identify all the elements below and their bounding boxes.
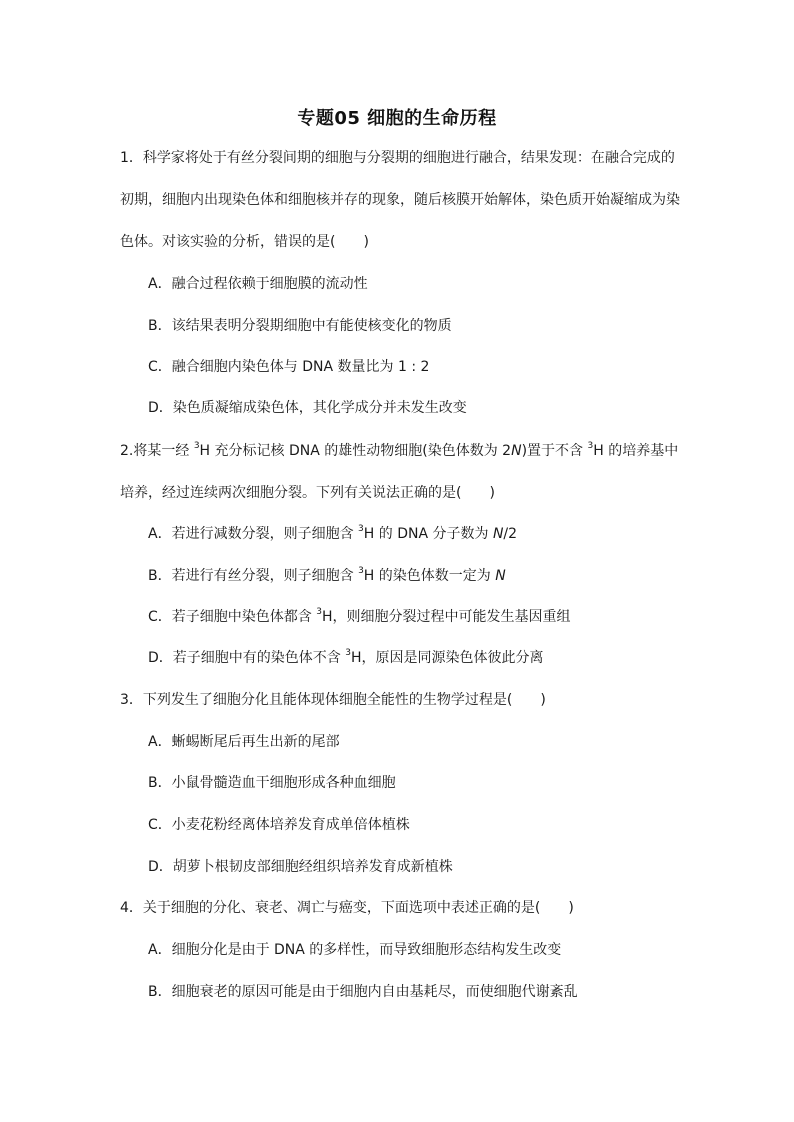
q2-option-c-text-a: C．若子细胞中染色体都含 bbox=[148, 609, 317, 625]
q2-text-c: )置于不含 bbox=[521, 443, 588, 459]
q1-option-c: C．融合细胞内染色体与 DNA 数量比为 1 : 2 bbox=[148, 359, 430, 375]
q2-variable-n: N bbox=[492, 526, 504, 542]
q1-option-b: B．该结果表明分裂期细胞中有能使核变化的物质 bbox=[148, 318, 452, 334]
q2-superscript-3: 3 bbox=[345, 648, 351, 659]
q2-superscript-3: 3 bbox=[358, 524, 364, 535]
q2-option-b bbox=[148, 566, 506, 586]
q2-stem-line-2: 培养，经过连续两次细胞分裂。下列有关说法正确的是( ) bbox=[120, 485, 495, 501]
q2-option-a-text-a: A．若进行减数分裂，则子细胞含 bbox=[148, 526, 359, 542]
q1-stem-line-2: 初期，细胞内出现染色体和细胞核并存的现象，随后核膜开始解体，染色质开始凝缩成为染 bbox=[120, 192, 680, 208]
q2-text-a: 2.将某一经 bbox=[120, 443, 194, 459]
q2-option-d-text-b: H，原因是同源染色体彼此分离 bbox=[350, 650, 544, 666]
q1-option-a: A．融合过程依赖于细胞膜的流动性 bbox=[148, 276, 368, 292]
q2-superscript-3: 3 bbox=[193, 441, 200, 452]
q3-option-a: A．蜥蜴断尾后再生出新的尾部 bbox=[148, 734, 340, 750]
q2-option-b-text-b: H 的染色体数一定为 bbox=[363, 568, 496, 584]
q2-superscript-3: 3 bbox=[358, 566, 364, 577]
q2-variable-n: N bbox=[495, 568, 506, 584]
q4-option-a: A．细胞分化是由于 DNA 的多样性，而导致细胞形态结构发生改变 bbox=[148, 942, 562, 958]
q1-stem-line-1: 1．科学家将处于有丝分裂间期的细胞与分裂期的细胞进行融合，结果发现：在融合完成的 bbox=[120, 150, 675, 166]
q2-option-c-text-b: H，则细胞分裂过程中可能发生基因重组 bbox=[321, 609, 571, 625]
q4-stem: 4．关于细胞的分化、衰老、凋亡与癌变，下面选项中表述正确的是( ) bbox=[120, 900, 574, 916]
q2-option-b-text-a: B．若进行有丝分裂，则子细胞含 bbox=[148, 568, 359, 584]
q2-superscript-3: 3 bbox=[587, 441, 594, 452]
page-title: 专题05 细胞的生命历程 bbox=[297, 108, 497, 129]
q2-option-a-text-c: /2 bbox=[503, 526, 518, 542]
q2-text-d: H 的培养基中 bbox=[593, 443, 679, 459]
q1-option-d: D．染色质凝缩成染色体，其化学成分并未发生改变 bbox=[148, 400, 467, 416]
q2-variable-n: N bbox=[511, 443, 522, 459]
q2-option-a bbox=[148, 524, 517, 544]
q2-option-a-text-b: H 的 DNA 分子数为 bbox=[363, 526, 493, 542]
q4-option-b: B．细胞衰老的原因可能是由于细胞内自由基耗尽，而使细胞代谢紊乱 bbox=[148, 984, 578, 1000]
q2-option-d bbox=[148, 648, 544, 668]
q3-stem: 3．下列发生了细胞分化且能体现体细胞全能性的生物学过程是( ) bbox=[120, 692, 546, 708]
q2-option-d-text-a: D．若子细胞中有的染色体不含 bbox=[148, 650, 346, 666]
q2-superscript-3: 3 bbox=[316, 607, 322, 618]
q3-option-b: B．小鼠骨髓造血干细胞形成各种血细胞 bbox=[148, 775, 396, 791]
q1-stem-line-3: 色体。对该实验的分析，错误的是( ) bbox=[120, 234, 369, 250]
q2-option-c bbox=[148, 607, 571, 627]
q2-stem-line-1 bbox=[120, 441, 678, 461]
q2-text-b: H 充分标记核 DNA 的雄性动物细胞(染色体数为 2 bbox=[199, 443, 512, 459]
q3-option-d: D．胡萝卜根韧皮部细胞经组织培养发育成新植株 bbox=[148, 859, 453, 875]
q3-option-c: C．小麦花粉经离体培养发育成单倍体植株 bbox=[148, 817, 410, 833]
